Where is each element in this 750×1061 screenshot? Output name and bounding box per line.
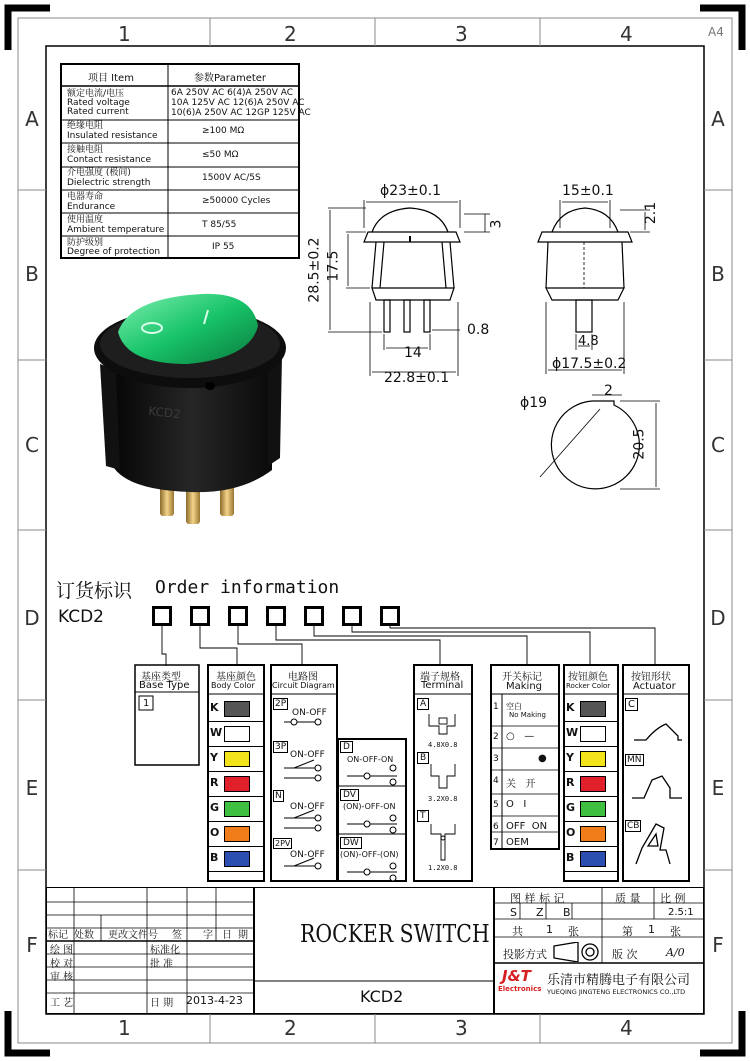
- body-color-row-divider: [208, 746, 264, 747]
- dim-front-top: 3: [488, 219, 505, 229]
- dim-hole-height: 20.5: [631, 428, 648, 460]
- rocker-color-code-g[interactable]: G: [566, 801, 576, 814]
- param-rated-v3: 10(6)A 250V AC 12GP 125V AC: [171, 108, 311, 118]
- body-color-row-divider: [208, 796, 264, 797]
- rocker-color-code-k[interactable]: K: [566, 701, 575, 714]
- rocker-color-row-divider: [564, 871, 618, 872]
- terminal-code-t[interactable]: T: [417, 810, 429, 822]
- body-color-code-k[interactable]: K: [210, 701, 219, 714]
- circuit-text-3p: ON-OFF: [290, 750, 325, 760]
- circuit-code-n[interactable]: N: [275, 791, 282, 801]
- making-code-7[interactable]: 7: [493, 838, 499, 848]
- dim-height-total: 28.5±0.2: [306, 237, 323, 303]
- body-color-title-en: Body Color: [211, 681, 255, 690]
- dim-pin-thickness: 0.8: [467, 322, 490, 338]
- param-rated-en2: Rated current: [67, 107, 129, 117]
- product-title: ROCKER SWITCH: [300, 920, 490, 948]
- param-protection-en: Degree of protection: [67, 247, 161, 257]
- body-color-title-cn: 基座颜色: [216, 672, 256, 683]
- body-color-row-divider: [208, 821, 264, 822]
- dim-base-width: 22.8±0.1: [384, 370, 450, 386]
- making-code-6[interactable]: 6: [493, 822, 499, 832]
- company-name-cn: 乐清市精腾电子有限公司: [547, 973, 691, 988]
- making-text-7: OEM: [506, 837, 529, 848]
- header-drawing-mark: 图 样 标 记: [510, 892, 565, 905]
- circuit-text-dw: (ON)-OFF-(ON): [340, 850, 399, 859]
- rocker-color-row-divider: [564, 746, 618, 747]
- terminal-column: [413, 664, 473, 882]
- making-text-4: 关 开: [506, 779, 536, 790]
- circuit-text-2p: ON-OFF: [292, 708, 327, 718]
- rocker-color-swatch-r[interactable]: [580, 776, 606, 792]
- param-protection-val: IP 55: [212, 242, 235, 252]
- param-rated-v1: 6A 250V AC 6(4)A 250V AC: [171, 88, 294, 98]
- base-type-title-en: Base Type: [139, 680, 190, 691]
- body-color-code-r[interactable]: R: [210, 776, 219, 789]
- col-label-1: 1: [118, 22, 131, 46]
- col-label-4: 4: [620, 22, 633, 46]
- param-header-item: 项目 Item: [88, 73, 134, 84]
- making-text-1: 空白: [506, 702, 522, 711]
- sheet-size-tag: A4: [708, 25, 724, 39]
- body-color-row-divider: [208, 846, 264, 847]
- label-process: 工 艺: [50, 998, 74, 1009]
- body-color-swatch-b[interactable]: [224, 851, 250, 867]
- body-color-row-divider: [208, 871, 264, 872]
- making-title-en: Making: [506, 681, 543, 692]
- rocker-color-code-y[interactable]: Y: [566, 751, 574, 764]
- circuit-code-3p[interactable]: 3P: [275, 742, 287, 752]
- param-insulation-val: ≥100 MΩ: [202, 126, 245, 136]
- label-date: 日 期: [150, 998, 174, 1009]
- terminal-code-a[interactable]: A: [417, 698, 429, 710]
- sheet-unit: 张: [670, 925, 681, 938]
- header-weight: 质 量: [615, 892, 641, 905]
- body-color-column: [207, 664, 265, 882]
- param-dielectric-en: Dielectric strength: [67, 178, 151, 188]
- rocker-color-swatch-w[interactable]: [580, 726, 606, 742]
- rev-header-date-2: 期: [238, 930, 248, 941]
- param-temperature-cn: 使用温度: [67, 215, 104, 225]
- rev-header-sign-2: 字: [203, 930, 213, 941]
- col-label-1-bottom: 1: [118, 1016, 131, 1040]
- body-color-swatch-g[interactable]: [224, 801, 250, 817]
- order-model: KCD2: [58, 607, 104, 627]
- terminal-title-cn: 端子规格: [420, 672, 460, 683]
- label-approve: 批 准: [150, 959, 174, 970]
- order-title-en: Order information: [155, 577, 340, 598]
- base-type-option-1[interactable]: 1: [143, 698, 150, 709]
- making-code-2[interactable]: 2: [493, 732, 499, 742]
- circuit-text-dv: (ON)-OFF-ON: [343, 802, 396, 811]
- rev-header-date-1: 日: [222, 930, 232, 941]
- body-color-code-g[interactable]: G: [210, 801, 220, 814]
- order-title-cn: 订货标识: [56, 580, 133, 602]
- rocker-color-row-divider: [564, 796, 618, 797]
- actuator-column: [622, 664, 690, 882]
- rocker-color-code-b[interactable]: B: [566, 851, 575, 864]
- circuit-code-dv[interactable]: DV: [340, 789, 359, 801]
- company-logo: J&T: [502, 967, 531, 985]
- param-insulation-en: Insulated resistance: [67, 131, 158, 141]
- param-protection-cn: 防护级别: [67, 238, 104, 248]
- actuator-title-cn: 按钮形状: [631, 672, 671, 683]
- rocker-color-swatch-b[interactable]: [580, 851, 606, 867]
- actuator-option-cb[interactable]: CB: [627, 821, 640, 831]
- part-number: KCD2: [360, 987, 404, 1006]
- param-endurance-val: ≥50000 Cycles: [202, 196, 271, 206]
- terminal-code-b[interactable]: B: [417, 752, 429, 764]
- param-contact-en: Contact resistance: [67, 155, 152, 165]
- param-contact-val: ≤50 MΩ: [202, 150, 239, 160]
- circuit-text-d: ON-OFF-ON: [347, 755, 394, 764]
- row-label-e: E: [25, 776, 39, 800]
- body-color-swatch-k[interactable]: [224, 701, 250, 717]
- making-code-5[interactable]: 5: [493, 800, 499, 810]
- row-label-c-right: C: [711, 433, 725, 457]
- circuit-code-2pv[interactable]: 2PV: [275, 839, 291, 848]
- circuit-text-2pv: ON-OFF: [290, 850, 325, 860]
- sheet-label: 第: [622, 925, 633, 938]
- row-label-f-right: F: [712, 933, 724, 957]
- version-value: A/0: [666, 946, 685, 959]
- param-rated-cn: 额定电流/电压: [67, 89, 125, 99]
- col-label-4-bottom: 4: [620, 1016, 633, 1040]
- rocker-color-swatch-k[interactable]: [580, 701, 606, 717]
- rev-header-count: 处数: [74, 930, 94, 941]
- row-label-c: C: [25, 433, 39, 457]
- terminal-title-en: Terminal: [421, 680, 464, 691]
- rocker-color-row-divider: [564, 821, 618, 822]
- body-color-row-divider: [208, 771, 264, 772]
- row-label-f: F: [26, 933, 38, 957]
- param-insulation-cn: 绝缘电阻: [67, 121, 104, 131]
- terminal-size-t: 1.2X0.8: [428, 864, 458, 872]
- label-draw: 绘 图: [50, 945, 74, 956]
- param-temperature-en: Ambient temperature: [67, 225, 165, 235]
- rocker-color-code-w[interactable]: W: [566, 726, 579, 739]
- making-text-6: OFF ON: [506, 821, 548, 832]
- dim-height-body: 17.5: [325, 250, 342, 282]
- terminal-size-b: 3.2X0.8: [428, 795, 458, 803]
- dim-pin-width: 4.8: [578, 334, 599, 349]
- rocker-color-code-r[interactable]: R: [566, 776, 575, 789]
- body-color-row-divider: [208, 721, 264, 722]
- param-rated-en: Rated voltage: [67, 98, 130, 108]
- product-photo: [90, 280, 300, 525]
- making-text-3: ●: [538, 753, 547, 764]
- param-dielectric-val: 1500V AC/5S: [202, 173, 261, 183]
- projection-label: 投影方式: [503, 948, 547, 961]
- base-type-title-cn: 基座类型: [141, 672, 181, 683]
- total-label: 共: [512, 925, 523, 938]
- col-label-2: 2: [284, 22, 297, 46]
- body-color-swatch-y[interactable]: [224, 751, 250, 767]
- making-code-4[interactable]: 4: [493, 776, 499, 786]
- scale-value: 2.5:1: [668, 907, 694, 918]
- param-endurance-cn: 电器寿命: [67, 192, 104, 202]
- col-label-2-bottom: 2: [284, 1016, 297, 1040]
- rocker-color-row-divider: [564, 846, 618, 847]
- dim-hole-diameter: ϕ19: [520, 395, 548, 411]
- making-text-5: O I: [506, 799, 527, 810]
- photo-model-text: KCD2: [147, 404, 182, 422]
- row-label-d-right: D: [710, 606, 726, 630]
- row-label-b: B: [25, 262, 39, 286]
- drawing-date: 2013-4-23: [186, 994, 243, 1007]
- actuator-option-c[interactable]: C: [625, 698, 638, 711]
- making-text-2: ○ —: [506, 731, 535, 742]
- dim-front-width: ϕ23±0.1: [380, 183, 442, 199]
- making-subtext-1: No Making: [509, 711, 546, 719]
- param-endurance-en: Endurance: [67, 202, 116, 212]
- row-label-b-right: B: [711, 262, 725, 286]
- dim-side-top: 2.1: [643, 201, 660, 225]
- dim-pin-span: 14: [404, 345, 422, 361]
- total-number: 1: [546, 923, 553, 936]
- param-rated-v2: 10A 125V AC 12(6)A 250V AC: [171, 98, 305, 108]
- circuit-text-n: ON-OFF: [290, 802, 325, 812]
- rev-header-mark: 标记: [48, 930, 68, 941]
- param-header-parameter: 参数Parameter: [194, 73, 267, 84]
- body-color-swatch-w[interactable]: [224, 726, 250, 742]
- dim-side-diameter: ϕ17.5±0.2: [552, 356, 627, 372]
- mark-z: Z: [536, 906, 544, 919]
- rocker-color-title-en: Rocker Color: [566, 682, 611, 690]
- terminal-size-a: 4.8X0.8: [428, 741, 458, 749]
- making-code-3[interactable]: 3: [493, 754, 499, 764]
- label-check: 校 对: [50, 959, 74, 970]
- company-logo-sub: Electronics: [498, 985, 542, 993]
- mark-s: S: [510, 906, 517, 919]
- actuator-title-en: Actuator: [633, 681, 676, 692]
- body-color-code-b[interactable]: B: [210, 851, 219, 864]
- body-color-code-o[interactable]: O: [210, 826, 220, 839]
- company-name-en: YUEQING JINGTENG ELECTRONICS CO.,LTD: [547, 988, 686, 996]
- rocker-color-column: [563, 664, 619, 882]
- circuit-title-cn: 电路图: [288, 672, 318, 683]
- actuator-option-mn[interactable]: MN: [627, 755, 642, 765]
- row-label-e-right: E: [711, 776, 725, 800]
- param-temperature-val: T 85/55: [202, 220, 237, 230]
- rocker-color-row-divider: [564, 721, 618, 722]
- body-color-swatch-o[interactable]: [224, 826, 250, 842]
- row-label-a: A: [25, 107, 39, 131]
- circuit-code-2p[interactable]: 2P: [275, 699, 287, 709]
- rocker-color-swatch-g[interactable]: [580, 801, 606, 817]
- rocker-color-code-o[interactable]: O: [566, 826, 576, 839]
- circuit-code-d[interactable]: D: [340, 741, 353, 753]
- row-label-a-right: A: [711, 107, 725, 131]
- version-label: 版 次: [612, 948, 638, 961]
- dim-side-width: 15±0.1: [562, 183, 614, 199]
- mark-b: B: [563, 906, 571, 919]
- sheet-number: 1: [648, 923, 655, 936]
- projection-symbol-icon: [552, 942, 600, 962]
- circuit-title-en: Circuit Diagram: [272, 681, 335, 690]
- total-unit: 张: [568, 925, 579, 938]
- param-contact-cn: 接触电阻: [67, 145, 104, 155]
- body-color-code-y[interactable]: Y: [210, 751, 218, 764]
- header-scale: 比 例: [660, 892, 686, 905]
- col-label-3-bottom: 3: [455, 1016, 468, 1040]
- dim-hole-flat: 2: [604, 383, 613, 399]
- body-color-swatch-r[interactable]: [224, 776, 250, 792]
- making-code-1[interactable]: 1: [493, 702, 499, 712]
- rocker-color-swatch-y[interactable]: [580, 751, 606, 767]
- rocker-color-title-cn: 按钮颜色: [568, 672, 608, 683]
- rocker-color-swatch-o[interactable]: [580, 826, 606, 842]
- rocker-color-row-divider: [564, 771, 618, 772]
- label-review: 审 核: [50, 972, 74, 983]
- label-standardization: 标准化: [150, 945, 180, 956]
- param-dielectric-cn: 介电强度 (极间): [67, 168, 131, 178]
- body-color-code-w[interactable]: W: [210, 726, 223, 739]
- col-label-3: 3: [455, 22, 468, 46]
- making-title-cn: 开关标记: [502, 672, 542, 683]
- row-label-d: D: [24, 606, 40, 630]
- rev-header-sign-1: 签: [172, 930, 182, 941]
- rev-header-doc: 更改文件号: [108, 930, 158, 941]
- circuit-code-dw[interactable]: DW: [340, 837, 362, 849]
